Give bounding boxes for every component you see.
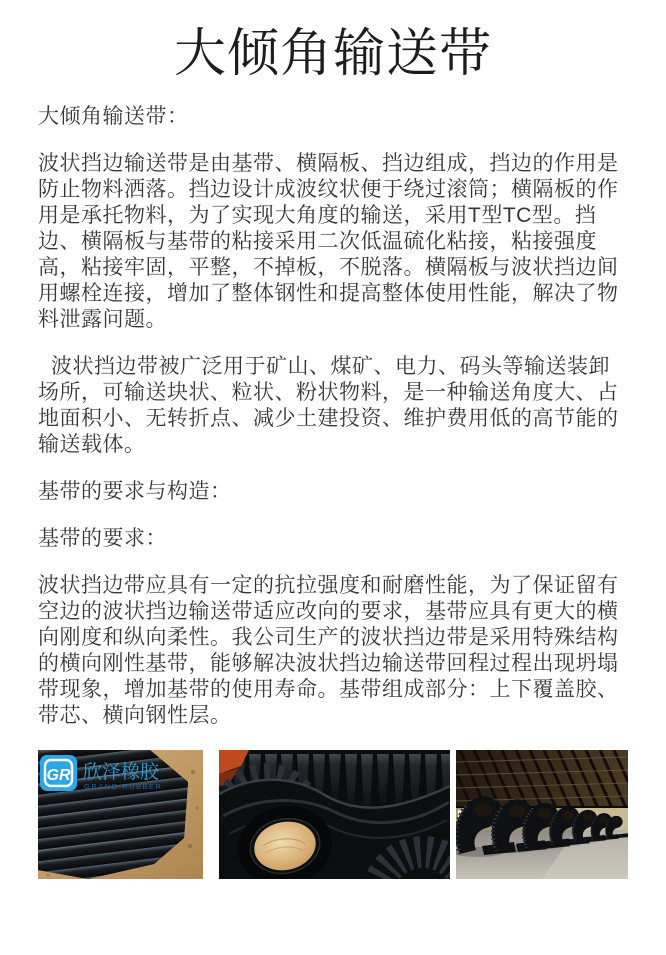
brand-name-en: GRAND RUBBER — [84, 782, 163, 791]
brand-name-cn: 欣泽橡胶 — [83, 762, 160, 783]
heading-base-requirement: 基带的要求： — [38, 527, 167, 550]
warehouse-image — [456, 750, 628, 879]
paragraph-composition: 波状挡边输送带是由基带、横隔板、挡边组成，挡边的作用是防止物料洒落。挡边设计成波纹状便于绕过滚筒；横隔板的作用是承托物料，为了实现大角度的输送，采用T型TC型。挡边、横隔板与基带的粘接采用二次低温硫化粘接，粘接强度高，粘接牢固，平整，不掉板，不脱落。横隔板与波状挡边间用螺栓连接，增加了整体钢性和提高整体使用性能，解决了物料泄露问题。 — [38, 152, 619, 331]
product-photos — [38, 750, 628, 879]
heading-base-structure: 基带的要求与构造： — [38, 480, 232, 503]
product-photo-belt-loop — [219, 750, 450, 879]
paragraph-base-belt: 波状挡边带应具有一定的抗拉强度和耐磨性能，为了保证留有空边的波状挡边输送带适应改向的要求，基带应具有更大的横向刚度和纵向柔性。我公司生产的波状挡边带是采用特殊结构的横向刚性基带，能够解决波状挡边输送带回程过程出现坍塌带现象，增加基带的使用寿命。基带组成部分：上下覆盖胶、带芯、横向钢性层。 — [38, 574, 619, 727]
article — [38, 25, 628, 879]
product-photo-warehouse — [456, 750, 628, 879]
corrugated-sheet-image — [38, 750, 203, 879]
page-title: 大倾角输送带 — [173, 25, 492, 83]
intro-label: 大倾角输送带： — [38, 105, 189, 128]
belt-loop-image — [219, 750, 450, 879]
product-photo-corrugated-sheet — [38, 750, 203, 879]
brand-monogram: GR — [46, 767, 71, 784]
paragraph-applications: 波状挡边带被广泛用于矿山、煤矿、电力、码头等输送装卸场所，可输送块状、粒状、粉状物料，是一种输送角度大、占地面积小、无转折点、减少土建投资、维护费用低的高节能的输送载体。 — [38, 355, 619, 456]
